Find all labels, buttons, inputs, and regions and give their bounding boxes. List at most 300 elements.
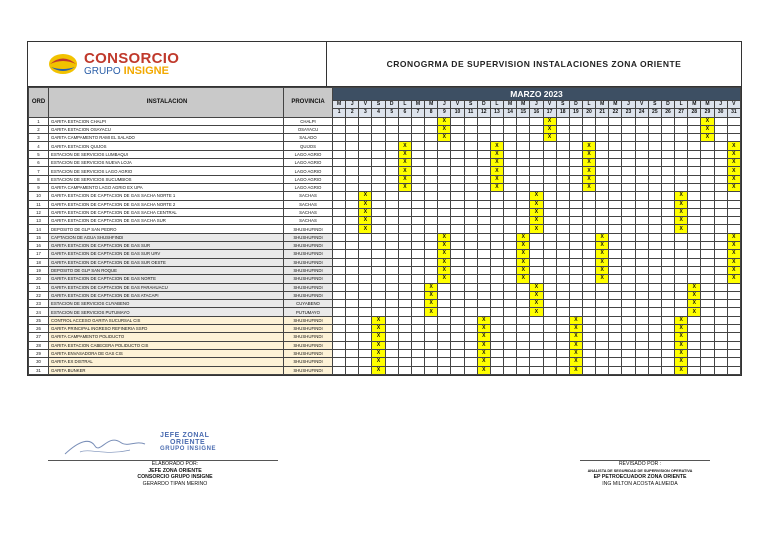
day-cell (385, 341, 398, 349)
day-cell (464, 192, 477, 200)
day-cell (543, 142, 556, 150)
day-cell (464, 242, 477, 250)
day-number-header: 5 (385, 109, 398, 117)
day-cell (372, 192, 385, 200)
day-number-header: 11 (464, 109, 477, 117)
day-cell (648, 341, 661, 349)
day-cell (504, 316, 517, 324)
day-cell (346, 183, 359, 191)
day-cell (333, 217, 346, 225)
day-cell (517, 333, 530, 341)
day-cell (701, 183, 714, 191)
day-cell (569, 217, 582, 225)
visit-mark: X (398, 167, 411, 175)
day-cell (398, 125, 411, 133)
day-cell (451, 308, 464, 316)
day-cell (411, 283, 424, 291)
day-cell (635, 159, 648, 167)
day-cell (451, 183, 464, 191)
day-cell (517, 291, 530, 299)
day-cell (688, 159, 701, 167)
day-cell (438, 167, 451, 175)
day-cell (675, 167, 688, 175)
day-cell (346, 134, 359, 142)
day-cell (727, 291, 740, 299)
day-cell (714, 316, 727, 324)
day-cell (477, 258, 490, 266)
row-province: SHUSHUFINDI (284, 225, 333, 233)
reviewed-by-label: REVISADO POR : (618, 461, 662, 467)
col-installation-header: INSTALACION (49, 88, 284, 118)
day-cell (714, 366, 727, 374)
day-number-header: 6 (398, 109, 411, 117)
day-cell (635, 366, 648, 374)
day-cell (464, 134, 477, 142)
day-cell (635, 175, 648, 183)
day-cell (556, 275, 569, 283)
day-cell (451, 225, 464, 233)
day-cell (635, 258, 648, 266)
day-cell (688, 242, 701, 250)
day-cell (451, 208, 464, 216)
day-cell (490, 275, 503, 283)
day-cell (622, 250, 635, 258)
visit-mark: X (569, 325, 582, 333)
row-installation: ESTACION DE SERVICIOS SUCUMBIOS (49, 175, 284, 183)
day-cell (477, 142, 490, 150)
row-installation: GARITA ESTACION DE CAPTACION DE GAS SUR (49, 242, 284, 250)
day-cell (385, 134, 398, 142)
day-cell (398, 308, 411, 316)
day-cell (504, 208, 517, 216)
table-row (29, 150, 741, 158)
day-cell (530, 242, 543, 250)
day-cell (517, 142, 530, 150)
day-cell (648, 358, 661, 366)
day-cell (688, 175, 701, 183)
weekday-header: M (517, 101, 530, 109)
row-province: CUYABENO (284, 300, 333, 308)
table-row (29, 175, 741, 183)
day-cell (596, 175, 609, 183)
day-cell (490, 333, 503, 341)
day-cell (464, 325, 477, 333)
visit-mark: X (372, 316, 385, 324)
day-cell (333, 275, 346, 283)
day-cell (609, 208, 622, 216)
day-cell (609, 333, 622, 341)
day-cell (530, 233, 543, 241)
day-cell (451, 325, 464, 333)
visit-mark: X (530, 217, 543, 225)
visit-mark: X (477, 325, 490, 333)
day-cell (635, 183, 648, 191)
day-cell (359, 291, 372, 299)
day-cell (464, 341, 477, 349)
day-cell (425, 349, 438, 357)
day-cell (477, 291, 490, 299)
day-cell (582, 266, 595, 274)
day-cell (714, 300, 727, 308)
row-installation: GARITA ESTACION OSAYACU (49, 125, 284, 133)
day-number-header: 7 (411, 109, 424, 117)
day-cell (385, 200, 398, 208)
visit-mark: X (490, 183, 503, 191)
day-cell (438, 150, 451, 158)
day-cell (622, 325, 635, 333)
visit-mark: X (543, 117, 556, 125)
weekday-header: L (675, 101, 688, 109)
day-cell (609, 291, 622, 299)
visit-mark: X (675, 192, 688, 200)
day-cell (451, 142, 464, 150)
weekday-header: M (425, 101, 438, 109)
day-number-header: 19 (569, 109, 582, 117)
day-cell (648, 183, 661, 191)
day-cell (609, 233, 622, 241)
day-cell (477, 242, 490, 250)
day-cell (477, 150, 490, 158)
day-cell (648, 192, 661, 200)
day-cell (635, 242, 648, 250)
day-cell (714, 349, 727, 357)
day-cell (661, 275, 674, 283)
row-installation: GARITA ESTACION DE CAPTACION DE GAS PARAHUACU (49, 283, 284, 291)
table-row (29, 242, 741, 250)
day-cell (556, 316, 569, 324)
day-cell (359, 349, 372, 357)
day-cell (425, 183, 438, 191)
day-cell (517, 175, 530, 183)
day-cell (385, 233, 398, 241)
day-cell (609, 175, 622, 183)
day-cell (727, 366, 740, 374)
row-ord: 20 (29, 275, 49, 283)
day-cell (398, 349, 411, 357)
row-installation: ESTACION DE SERVICIOS LAGO AGRIO (49, 167, 284, 175)
visit-mark: X (727, 242, 740, 250)
day-cell (346, 225, 359, 233)
day-cell (648, 242, 661, 250)
row-province: SHUSHUFINDI (284, 266, 333, 274)
day-cell (701, 366, 714, 374)
day-cell (569, 200, 582, 208)
reviewed-by-company: EP PETROECUADOR ZONA ORIENTE (593, 474, 687, 481)
day-cell (333, 117, 346, 125)
row-province: SHUSHUFINDI (284, 291, 333, 299)
day-cell (688, 134, 701, 142)
day-cell (701, 233, 714, 241)
table-row (29, 142, 741, 150)
day-cell (622, 192, 635, 200)
visit-mark: X (675, 225, 688, 233)
visit-mark: X (477, 333, 490, 341)
day-cell (385, 142, 398, 150)
day-cell (701, 300, 714, 308)
visit-mark: X (727, 159, 740, 167)
day-cell (359, 175, 372, 183)
day-cell (543, 366, 556, 374)
day-cell (661, 208, 674, 216)
day-cell (504, 366, 517, 374)
day-cell (438, 217, 451, 225)
day-cell (727, 192, 740, 200)
day-cell (556, 192, 569, 200)
day-cell (543, 333, 556, 341)
row-province: PUTUMAYO (284, 308, 333, 316)
day-cell (504, 117, 517, 125)
visit-mark: X (517, 250, 530, 258)
day-cell (530, 250, 543, 258)
day-number-header: 23 (622, 109, 635, 117)
day-cell (438, 225, 451, 233)
day-cell (425, 366, 438, 374)
day-cell (385, 192, 398, 200)
day-cell (688, 341, 701, 349)
day-cell (490, 217, 503, 225)
day-cell (582, 200, 595, 208)
day-cell (333, 233, 346, 241)
weekday-header: M (504, 101, 517, 109)
day-cell (372, 242, 385, 250)
day-cell (385, 225, 398, 233)
day-cell (543, 349, 556, 357)
day-cell (346, 275, 359, 283)
visit-mark: X (727, 175, 740, 183)
row-province: SACHAS (284, 200, 333, 208)
day-cell (609, 266, 622, 274)
day-cell (385, 159, 398, 167)
day-cell (425, 200, 438, 208)
row-province: LAGO AGRIO (284, 175, 333, 183)
day-cell (372, 117, 385, 125)
day-cell (398, 192, 411, 200)
day-cell (490, 125, 503, 133)
weekday-header: D (385, 101, 398, 109)
day-cell (714, 250, 727, 258)
day-cell (464, 217, 477, 225)
day-cell (661, 142, 674, 150)
day-cell (372, 233, 385, 241)
day-cell (333, 134, 346, 142)
row-installation: ESTACION DE SERVICIOS NUEVA LOJA (49, 159, 284, 167)
day-cell (701, 200, 714, 208)
day-cell (688, 117, 701, 125)
day-cell (425, 266, 438, 274)
visit-mark: X (372, 358, 385, 366)
visit-mark: X (530, 208, 543, 216)
row-installation: GARITA ESTACION DE CAPTACION DE GAS SACHA SUR (49, 217, 284, 225)
day-cell (714, 291, 727, 299)
day-cell (346, 150, 359, 158)
day-cell (359, 183, 372, 191)
day-cell (385, 316, 398, 324)
table-row (29, 291, 741, 299)
day-cell (609, 300, 622, 308)
visit-mark: X (398, 159, 411, 167)
day-cell (556, 341, 569, 349)
logo-subtitle (84, 66, 179, 77)
day-cell (359, 283, 372, 291)
day-cell (451, 175, 464, 183)
day-cell (688, 225, 701, 233)
table-row (29, 167, 741, 175)
day-cell (490, 358, 503, 366)
day-cell (622, 175, 635, 183)
prepared-by-label: ELABORADO POR: (151, 461, 199, 467)
row-ord: 4 (29, 142, 49, 150)
day-cell (464, 125, 477, 133)
row-ord: 28 (29, 341, 49, 349)
visit-mark: X (727, 266, 740, 274)
visit-mark: X (675, 349, 688, 357)
day-cell (688, 142, 701, 150)
day-cell (714, 192, 727, 200)
day-cell (411, 217, 424, 225)
day-cell (359, 167, 372, 175)
day-cell (543, 258, 556, 266)
day-cell (582, 208, 595, 216)
visit-mark: X (530, 225, 543, 233)
day-cell (359, 266, 372, 274)
day-cell (385, 266, 398, 274)
day-cell (451, 258, 464, 266)
table-row (29, 366, 741, 374)
row-ord: 13 (29, 217, 49, 225)
row-ord: 22 (29, 291, 49, 299)
day-cell (609, 150, 622, 158)
weekday-header: D (569, 101, 582, 109)
table-row (29, 217, 741, 225)
visit-mark: X (675, 333, 688, 341)
day-cell (477, 183, 490, 191)
weekday-header: J (346, 101, 359, 109)
table-row (29, 275, 741, 283)
visit-mark: X (490, 175, 503, 183)
day-cell (359, 333, 372, 341)
day-cell (569, 117, 582, 125)
day-cell (556, 150, 569, 158)
day-cell (464, 167, 477, 175)
visit-mark: X (359, 225, 372, 233)
day-cell (490, 233, 503, 241)
day-cell (385, 117, 398, 125)
day-cell (675, 125, 688, 133)
day-cell (333, 266, 346, 274)
day-cell (385, 217, 398, 225)
day-cell (451, 316, 464, 324)
visit-mark: X (530, 291, 543, 299)
day-cell (609, 134, 622, 142)
day-cell (714, 200, 727, 208)
day-cell (411, 142, 424, 150)
day-cell (346, 333, 359, 341)
day-cell (333, 366, 346, 374)
day-cell (504, 183, 517, 191)
day-cell (530, 341, 543, 349)
day-cell (464, 150, 477, 158)
day-cell (635, 125, 648, 133)
day-cell (569, 167, 582, 175)
day-number-header: 28 (688, 109, 701, 117)
day-cell (596, 358, 609, 366)
day-cell (556, 358, 569, 366)
visit-mark: X (359, 217, 372, 225)
day-cell (504, 258, 517, 266)
day-cell (714, 217, 727, 225)
table-row (29, 134, 741, 142)
day-cell (451, 250, 464, 258)
day-cell (398, 316, 411, 324)
day-cell (714, 125, 727, 133)
day-cell (517, 283, 530, 291)
visit-mark: X (688, 283, 701, 291)
day-cell (569, 275, 582, 283)
visit-mark: X (596, 250, 609, 258)
day-cell (464, 208, 477, 216)
day-cell (556, 217, 569, 225)
day-cell (635, 283, 648, 291)
day-cell (635, 333, 648, 341)
row-ord: 25 (29, 316, 49, 324)
day-cell (543, 266, 556, 274)
visit-mark: X (372, 325, 385, 333)
day-cell (701, 225, 714, 233)
day-cell (543, 275, 556, 283)
signature-scribble-icon (60, 430, 150, 460)
day-cell (504, 167, 517, 175)
day-cell (714, 159, 727, 167)
day-cell (504, 175, 517, 183)
day-cell (622, 134, 635, 142)
day-cell (530, 349, 543, 357)
row-province: LAGO AGRIO (284, 167, 333, 175)
day-cell (596, 117, 609, 125)
day-cell (688, 358, 701, 366)
day-cell (569, 225, 582, 233)
day-cell (464, 225, 477, 233)
day-cell (490, 208, 503, 216)
day-cell (372, 217, 385, 225)
day-cell (346, 291, 359, 299)
day-cell (385, 349, 398, 357)
day-cell (596, 167, 609, 175)
day-cell (609, 167, 622, 175)
day-cell (438, 208, 451, 216)
day-cell (556, 283, 569, 291)
visit-mark: X (425, 308, 438, 316)
day-cell (385, 325, 398, 333)
day-cell (438, 366, 451, 374)
day-cell (333, 291, 346, 299)
day-cell (556, 225, 569, 233)
day-cell (477, 159, 490, 167)
row-installation: GARITA ESTACION QUIJOS (49, 142, 284, 150)
day-cell (543, 316, 556, 324)
day-cell (661, 308, 674, 316)
visit-mark: X (490, 159, 503, 167)
day-cell (398, 283, 411, 291)
day-cell (661, 225, 674, 233)
day-cell (411, 266, 424, 274)
visit-mark: X (675, 366, 688, 374)
day-cell (596, 217, 609, 225)
day-cell (411, 242, 424, 250)
day-cell (333, 308, 346, 316)
day-cell (596, 200, 609, 208)
day-cell (569, 250, 582, 258)
stamp-line-2: ORIENTE (170, 439, 206, 446)
